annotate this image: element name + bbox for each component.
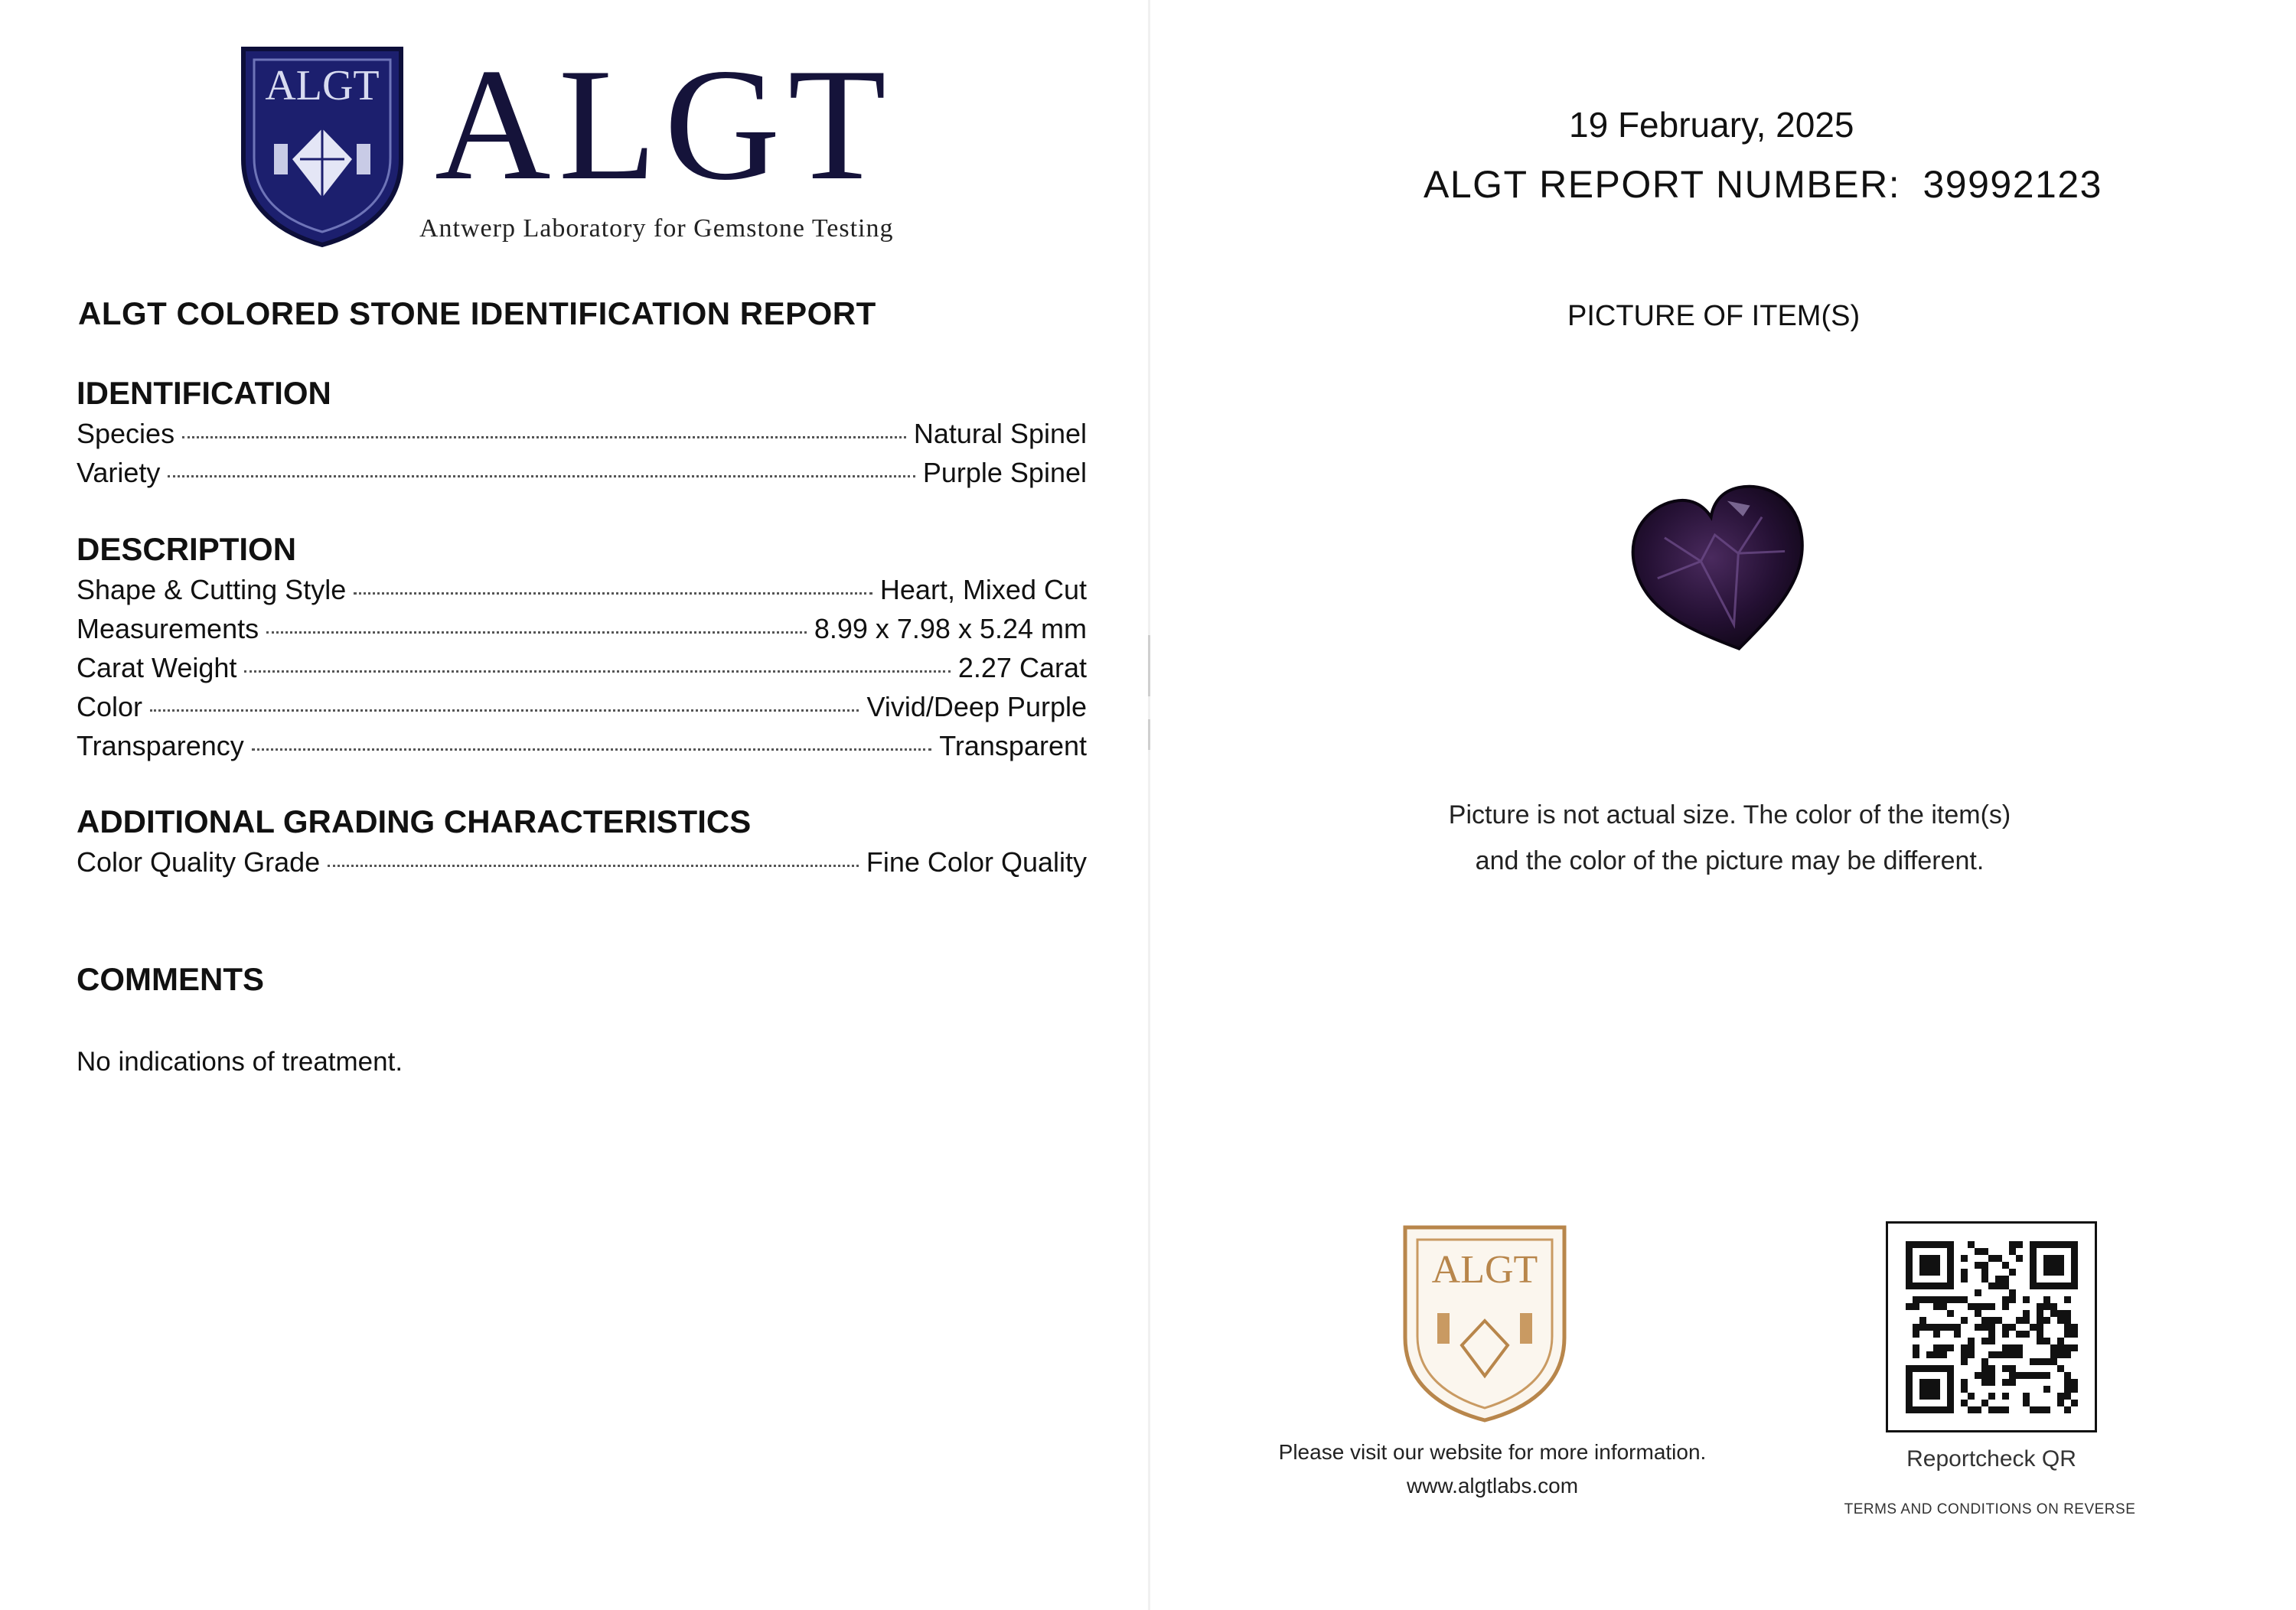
shape-value: Heart, Mixed Cut [879, 574, 1087, 605]
terms-note: TERMS AND CONDITIONS ON REVERSE [1844, 1501, 2136, 1517]
heart-gem-photo [1626, 473, 1818, 664]
dot-leader [182, 436, 906, 438]
fold-mark [1148, 635, 1150, 696]
color-grade-value: Fine Color Quality [866, 846, 1087, 878]
report-date: 19 February, 2025 [1569, 105, 1854, 145]
transparency-row [77, 730, 1087, 762]
measurements-value: 8.99 x 7.98 x 5.24 mm [814, 613, 1087, 644]
additional-heading: ADDITIONAL GRADING CHARACTERISTICS [77, 803, 752, 839]
comments-heading: COMMENTS [77, 961, 264, 997]
comments-text: No indications of treatment. [77, 1047, 403, 1077]
color-value: Vivid/Deep Purple [866, 691, 1087, 722]
picture-title: PICTURE OF ITEM(S) [1567, 300, 1861, 332]
algt-shield-logo [239, 44, 406, 248]
dot-leader [354, 592, 872, 595]
picture-note-line1: Picture is not actual size. The color of the item(s) [1448, 800, 2011, 829]
lab-tagline: Antwerp Laboratory for Gemstone Testing [419, 214, 894, 243]
color-grade-label: Color Quality Grade [77, 846, 321, 878]
report-number: 39992123 [1923, 163, 2102, 206]
carat-value: 2.27 Carat [957, 652, 1087, 683]
variety-label: Variety [77, 457, 161, 488]
report-title: ALGT COLORED STONE IDENTIFICATION REPORT [78, 295, 876, 331]
transparency-value: Transparent [939, 730, 1087, 761]
color-row [77, 691, 1087, 723]
identification-heading: IDENTIFICATION [77, 375, 331, 411]
variety-row [77, 457, 1087, 489]
visit-website-text: Please visit our website for more information. [1278, 1440, 1707, 1464]
shape-row [77, 574, 1087, 606]
page-fold [1148, 0, 1150, 1610]
carat-label: Carat Weight [77, 652, 237, 683]
color-grade-row [77, 846, 1087, 878]
transparency-label: Transparency [77, 730, 244, 761]
measurements-label: Measurements [77, 613, 259, 644]
qr-label: Reportcheck QR [1906, 1446, 2076, 1471]
report-number-line [1424, 162, 2102, 207]
carat-row [77, 652, 1087, 684]
dot-leader [150, 709, 859, 712]
dot-leader [252, 748, 931, 751]
dot-leader [328, 865, 859, 867]
measurements-row [77, 613, 1087, 645]
seal-text: ALGT [1431, 1248, 1538, 1292]
report-number-label: ALGT REPORT NUMBER: [1424, 163, 1901, 206]
species-value: Natural Spinel [913, 418, 1087, 449]
reportcheck-qr-code[interactable] [1886, 1221, 2097, 1432]
algt-wordmark: ALGT [435, 36, 894, 213]
description-heading: DESCRIPTION [77, 531, 297, 567]
shield-text: ALGT [265, 62, 380, 109]
dot-leader [266, 631, 807, 634]
species-label: Species [77, 418, 175, 449]
algt-gold-seal [1401, 1223, 1569, 1423]
website-url[interactable]: www.algtlabs.com [1406, 1474, 1579, 1498]
fold-mark [1148, 719, 1150, 750]
picture-note-line2: and the color of the picture may be different. [1475, 846, 1985, 875]
dot-leader [168, 475, 915, 477]
color-label: Color [77, 691, 143, 722]
species-row [77, 418, 1087, 450]
shape-label: Shape & Cutting Style [77, 574, 347, 605]
dot-leader [244, 670, 950, 673]
variety-value: Purple Spinel [922, 457, 1087, 488]
